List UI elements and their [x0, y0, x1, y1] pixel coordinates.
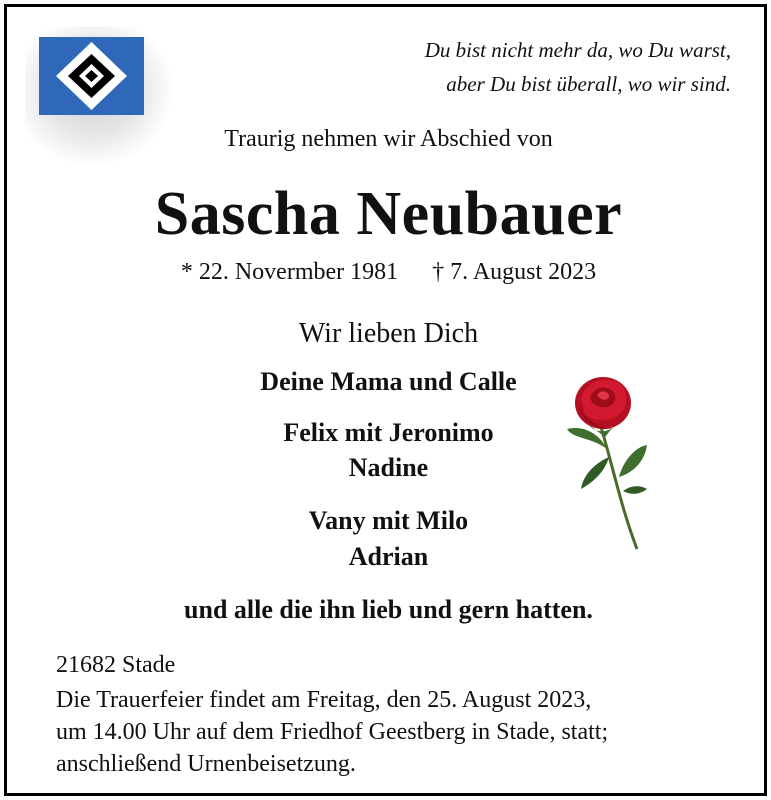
- closing-line: und alle die ihn lieb und gern hatten.: [184, 595, 593, 624]
- obituary-notice: [4, 4, 767, 796]
- ceremony-line-1: Die Trauerfeier findet am Freitag, den 25. August 2023,: [56, 687, 592, 713]
- motto-quote: [331, 33, 731, 101]
- family-line-4: Vany mit Milo: [308, 506, 469, 535]
- family-line-5: Adrian: [348, 542, 429, 571]
- family-line-2: Felix mit Jeronimo: [283, 418, 494, 447]
- ceremony-details: [56, 684, 746, 780]
- motto-line-2: aber Du bist überall, wo wir sind.: [446, 72, 731, 96]
- family-line-3: Nadine: [348, 453, 429, 482]
- life-dates: [7, 259, 770, 286]
- ceremony-line-2: um 14.00 Uhr auf dem Friedhof Geestberg in Stade, statt;: [56, 719, 609, 745]
- motto-line-1: Du bist nicht mehr da, wo Du warst,: [424, 38, 731, 62]
- rose-icon: [561, 367, 661, 553]
- ceremony-line-3: anschließend Urnenbeisetzung.: [56, 751, 356, 777]
- love-line: Wir lieben Dich: [298, 318, 479, 349]
- deceased-name: Sascha Neubauer: [154, 180, 623, 248]
- family-line-1: Deine Mama und Calle: [260, 367, 517, 396]
- death-date: † 7. August 2023: [432, 259, 597, 285]
- location: 21682 Stade: [56, 652, 176, 678]
- birth-date: * 22. Novermber 1981: [180, 259, 399, 285]
- club-logo-icon: [39, 37, 144, 115]
- intro-text: Traurig nehmen wir Abschied von: [224, 126, 553, 152]
